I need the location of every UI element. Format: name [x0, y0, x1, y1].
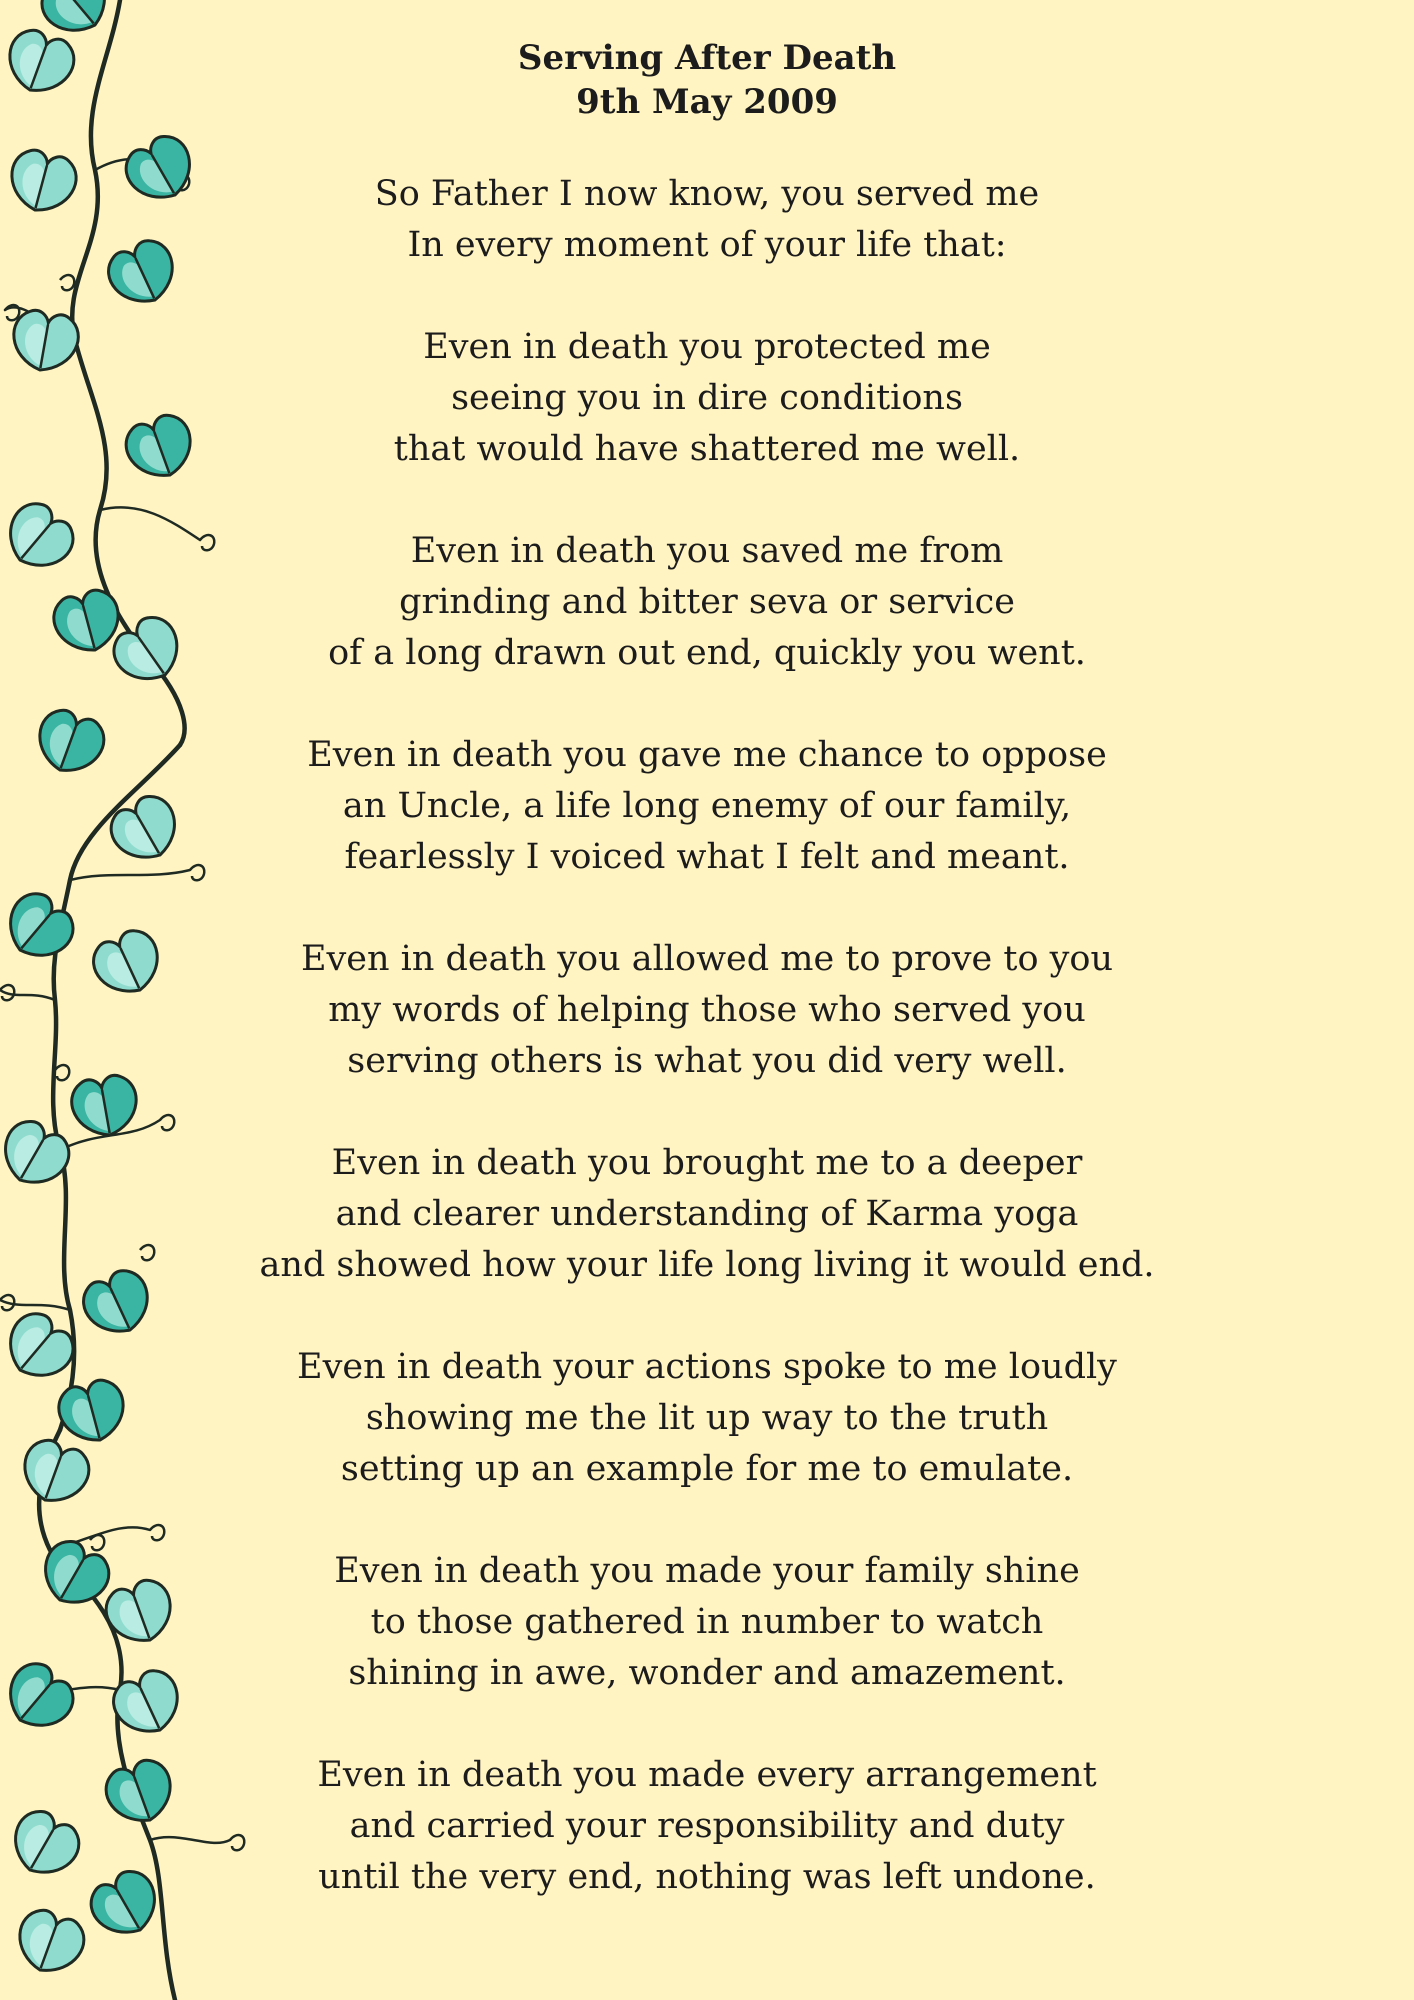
poem-line: my words of helping those who served you — [328, 990, 1086, 1030]
poem-line: that would have shattered me well. — [393, 429, 1021, 469]
stanza — [240, 934, 1174, 1087]
poem-line: Even in death you allowed me to prove to you — [300, 939, 1114, 979]
poem-line: of a long drawn out end, quickly you went. — [328, 633, 1086, 673]
poem-line: serving others is what you did very well. — [347, 1041, 1067, 1081]
stanza — [240, 1342, 1174, 1495]
poem-line: Even in death your actions spoke to me loudly — [297, 1347, 1117, 1387]
poem-line: and showed how your life long living it would end. — [259, 1245, 1155, 1285]
poem-line: In every moment of your life that: — [407, 225, 1007, 265]
poem-line: Even in death you saved me from — [410, 531, 1004, 571]
poem-line: shining in awe, wonder and amazement. — [348, 1653, 1066, 1693]
poem-line: fearlessly I voiced what I felt and meant. — [344, 837, 1070, 877]
poem-line: Even in death you protected me — [423, 327, 991, 367]
stanza-list — [240, 169, 1174, 1903]
stanza — [240, 1546, 1174, 1699]
poem-line: seeing you in dire conditions — [451, 378, 963, 418]
stanza — [240, 169, 1174, 271]
poem-line: Even in death you made every arrangement — [317, 1755, 1097, 1795]
poem-line: until the very end, nothing was left undone. — [318, 1857, 1096, 1897]
poem — [240, 36, 1174, 1954]
poem-title: Serving After Death — [517, 38, 897, 78]
poem-line: Even in death you made your family shine — [334, 1551, 1080, 1591]
stanza — [240, 1750, 1174, 1903]
poem-line: an Uncle, a life long enemy of our family, — [342, 786, 1072, 826]
poem-line: showing me the lit up way to the truth — [365, 1398, 1049, 1438]
poem-line: Even in death you gave me chance to oppose — [307, 735, 1107, 775]
poem-line: and clearer understanding of Karma yoga — [335, 1194, 1079, 1234]
stanza — [240, 730, 1174, 883]
stanza — [240, 322, 1174, 475]
poem-line: setting up an example for me to emulate. — [340, 1449, 1074, 1489]
stanza — [240, 526, 1174, 679]
poem-line: grinding and bitter seva or service — [399, 582, 1015, 622]
poem-line: and carried your responsibility and duty — [349, 1806, 1065, 1846]
poem-line: Even in death you brought me to a deeper — [331, 1143, 1083, 1183]
poem-line: So Father I now know, you served me — [374, 174, 1040, 214]
leafy-vine-border-icon — [0, 0, 260, 2000]
stanza — [240, 1138, 1174, 1291]
poem-line: to those gathered in number to watch — [370, 1602, 1044, 1642]
poem-date: 9th May 2009 — [576, 82, 838, 122]
